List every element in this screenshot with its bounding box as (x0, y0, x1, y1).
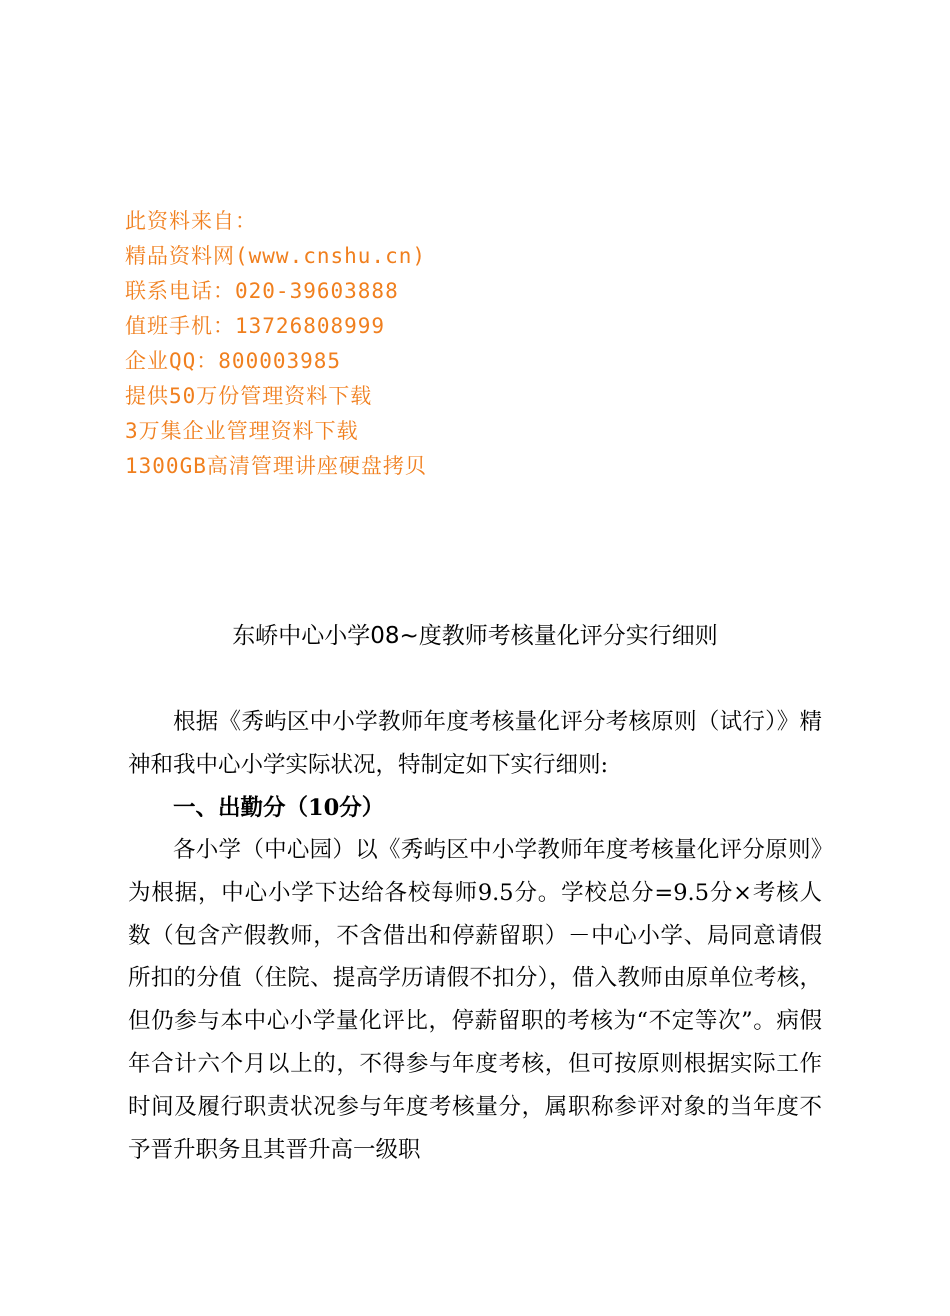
promo-block (125, 204, 427, 484)
section-heading-attendance: 一、出勤分（10分） (173, 795, 385, 821)
promo-line-source: 此资料来自： (125, 209, 257, 233)
promo-line-qq: 企业QQ：800003985 (125, 349, 342, 373)
promo-line-offer-3: 1300GB高清管理讲座硬盘拷贝 (125, 454, 427, 478)
promo-line-offer-2: 3万集企业管理资料下载 (125, 419, 359, 443)
attendance-paragraph: 各小学（中心园）以《秀屿区中小学教师年度考核量化评分原则》为根据，中心小学下达给各校每师9.5分。学校总分=9.5分×考核人数（包含产假教师，不含借出和停薪留职）－中心小学、局同意请假所扣的分值（住院、提高学历请假不扣分），借入教师由原单位考核，但仍参与本中心小学量化评比，停薪留职的考核为“不定等次”。病假年合计六个月以上的，不得参与年度考核，但可按原则根据实际工作时间及履行职责状况参与年度考核量分，属职称参评对象的当年度不予晋升职务且其晋升高一级职 (128, 837, 822, 1163)
document-title: 东峤中心小学08~度教师考核量化评分实行细则 (232, 623, 718, 649)
promo-line-website: 精品资料网(www.cnshu.cn) (125, 244, 427, 268)
intro-paragraph: 根据《秀屿区中小学教师年度考核量化评分考核原则（试行）》精神和我中心小学实际状况，特制定如下实行细则: (128, 709, 822, 778)
promo-line-offer-1: 提供50万份管理资料下载 (125, 384, 373, 408)
promo-line-mobile: 值班手机：13726808999 (125, 314, 386, 338)
promo-line-phone: 联系电话：020-39603888 (125, 279, 399, 303)
